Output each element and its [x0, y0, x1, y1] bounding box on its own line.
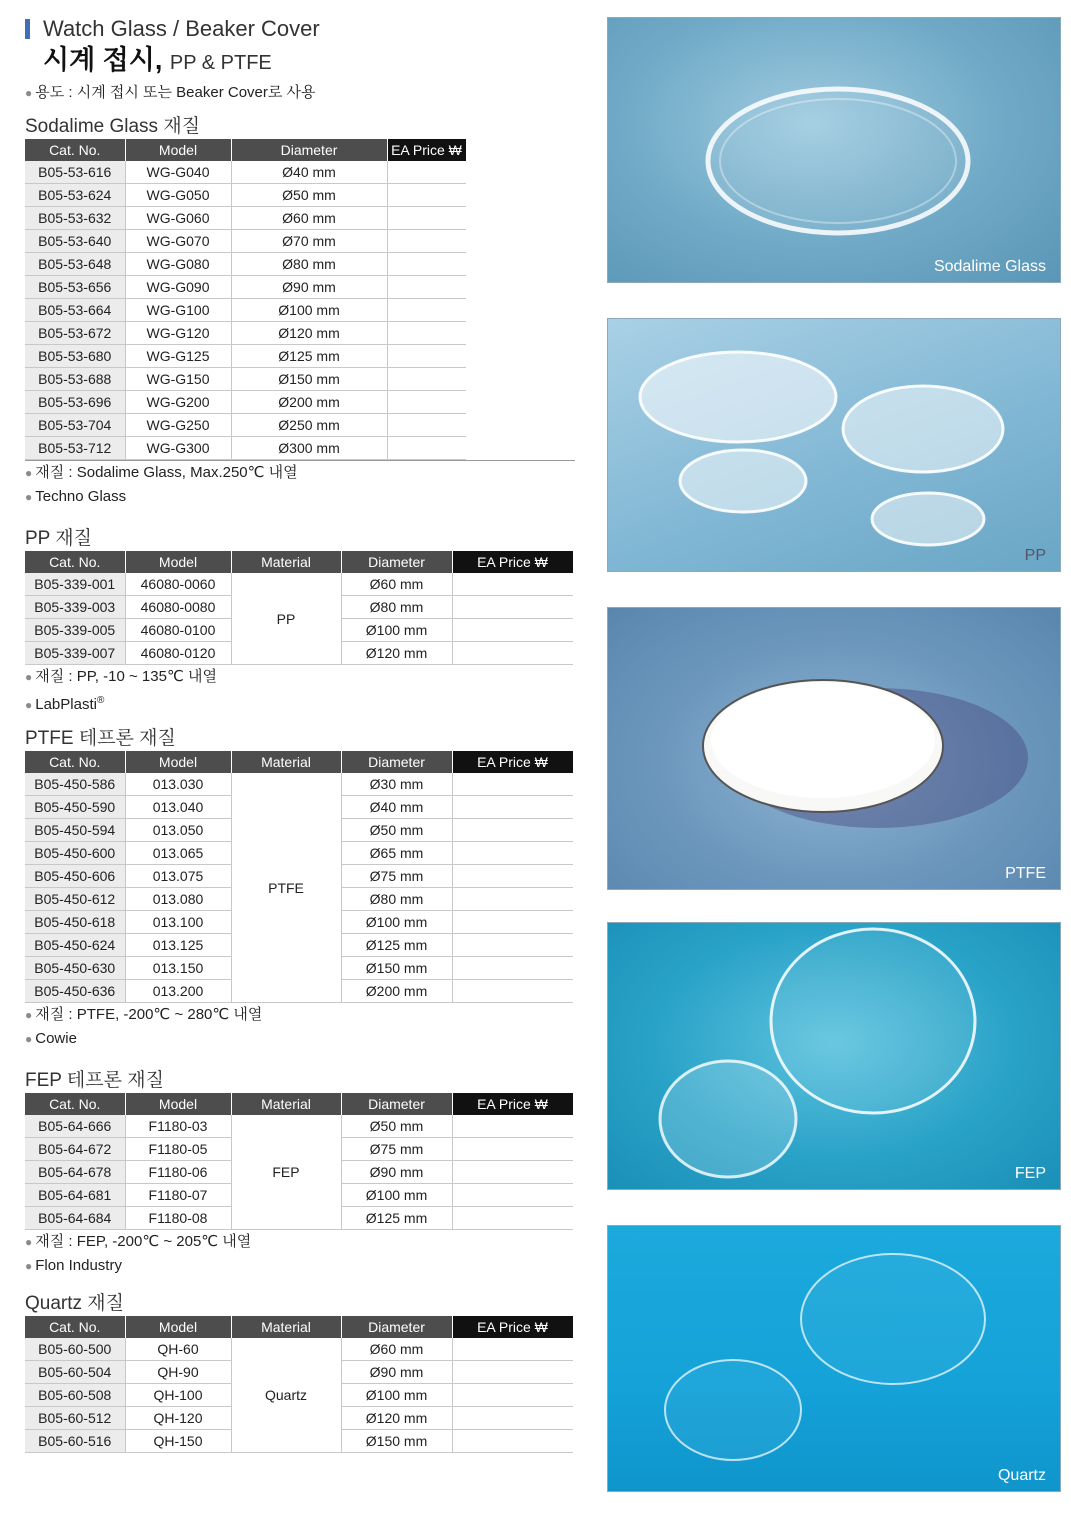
cat-no-cell: B05-339-003 — [25, 596, 125, 619]
table-row — [25, 573, 573, 596]
price-cell — [387, 437, 466, 460]
price-cell — [452, 596, 573, 619]
diameter-cell: Ø100 mm — [341, 911, 452, 934]
page-title-en: Watch Glass / Beaker Cover — [25, 14, 575, 44]
cat-no-cell: B05-450-612 — [25, 888, 125, 911]
price-cell — [387, 253, 466, 276]
col-header: Cat. No. — [25, 139, 125, 161]
price-cell — [452, 842, 573, 865]
col-header: Cat. No. — [25, 1093, 125, 1115]
cat-no-cell: B05-64-678 — [25, 1161, 125, 1184]
table-row — [25, 414, 466, 437]
price-cell — [387, 276, 466, 299]
col-header-price: EA Price ₩ — [452, 751, 573, 773]
diameter-cell: Ø50 mm — [341, 1115, 452, 1138]
photo-sodalime-glass — [607, 17, 1061, 283]
model-cell: WG-G070 — [125, 230, 231, 253]
price-cell — [387, 230, 466, 253]
diameter-cell: Ø120 mm — [231, 322, 387, 345]
cat-no-cell: B05-450-618 — [25, 911, 125, 934]
diameter-cell: Ø65 mm — [341, 842, 452, 865]
price-cell — [452, 796, 573, 819]
cat-no-cell: B05-53-616 — [25, 161, 125, 184]
model-cell: 013.065 — [125, 842, 231, 865]
model-cell: WG-G200 — [125, 391, 231, 414]
photo-pp — [607, 318, 1061, 572]
table-row — [25, 299, 466, 322]
material-cell: Quartz — [231, 1338, 341, 1453]
model-cell: 013.100 — [125, 911, 231, 934]
material-cell: FEP — [231, 1115, 341, 1230]
cat-no-cell: B05-339-001 — [25, 573, 125, 596]
cat-no-cell: B05-53-680 — [25, 345, 125, 368]
diameter-cell: Ø150 mm — [341, 957, 452, 980]
model-cell: WG-G125 — [125, 345, 231, 368]
section-title-sodalime: Sodalime Glass 재질 — [25, 116, 201, 137]
cat-no-cell: B05-339-005 — [25, 619, 125, 642]
cat-no-cell: B05-64-672 — [25, 1138, 125, 1161]
bullet-icon: ● — [25, 1008, 33, 1022]
watch-glass-image — [608, 319, 1060, 571]
col-header: Material — [231, 751, 341, 773]
col-header: Model — [125, 1093, 231, 1115]
diameter-cell: Ø75 mm — [341, 865, 452, 888]
price-cell — [452, 865, 573, 888]
bullet-icon: ● — [25, 1032, 33, 1046]
cat-no-cell: B05-339-007 — [25, 642, 125, 665]
bullet-icon: ● — [25, 1259, 33, 1273]
price-cell — [387, 207, 466, 230]
col-header-price: EA Price ₩ — [452, 1316, 573, 1338]
table-row — [25, 184, 466, 207]
col-header: Diameter — [341, 751, 452, 773]
cat-no-cell: B05-53-648 — [25, 253, 125, 276]
page-subtitle: PP & PTFE — [169, 52, 272, 74]
model-cell: F1180-03 — [125, 1115, 231, 1138]
diameter-cell: Ø100 mm — [341, 619, 452, 642]
table-row — [25, 345, 466, 368]
diameter-cell: Ø90 mm — [341, 1361, 452, 1384]
cat-no-cell: B05-450-606 — [25, 865, 125, 888]
price-cell — [452, 1338, 573, 1361]
col-header: Diameter — [341, 1093, 452, 1115]
diameter-cell: Ø150 mm — [341, 1430, 452, 1453]
cat-no-cell: B05-64-666 — [25, 1115, 125, 1138]
price-cell — [452, 819, 573, 842]
price-cell — [452, 1430, 573, 1453]
model-cell: 013.200 — [125, 980, 231, 1003]
price-cell — [452, 980, 573, 1003]
section-title-quartz: Quartz 재질 — [25, 1293, 125, 1314]
col-header: Material — [231, 551, 341, 573]
model-cell: 013.030 — [125, 773, 231, 796]
photo-caption: PTFE — [1005, 865, 1046, 882]
price-cell — [387, 184, 466, 207]
bullet-icon: ● — [25, 466, 33, 480]
cat-no-cell: B05-53-672 — [25, 322, 125, 345]
photo-caption: PP — [1024, 547, 1046, 564]
col-header: Material — [231, 1093, 341, 1115]
watch-glass-image — [608, 18, 1060, 282]
table-row — [25, 253, 466, 276]
brand-note: ● Cowie — [25, 1030, 77, 1047]
model-cell: F1180-06 — [125, 1161, 231, 1184]
model-cell: F1180-08 — [125, 1207, 231, 1230]
cat-no-cell: B05-53-632 — [25, 207, 125, 230]
watch-glass-image — [608, 608, 1060, 889]
col-header: Diameter — [341, 551, 452, 573]
diameter-cell: Ø120 mm — [341, 1407, 452, 1430]
model-cell: WG-G300 — [125, 437, 231, 460]
cat-no-cell: B05-53-640 — [25, 230, 125, 253]
price-cell — [387, 414, 466, 437]
table-row — [25, 368, 466, 391]
model-cell: WG-G250 — [125, 414, 231, 437]
section-title-fep: FEP 테프론 재질 — [25, 1070, 164, 1091]
model-cell: QH-90 — [125, 1361, 231, 1384]
cat-no-cell: B05-53-656 — [25, 276, 125, 299]
model-cell: QH-150 — [125, 1430, 231, 1453]
model-cell: WG-G060 — [125, 207, 231, 230]
price-cell — [387, 161, 466, 184]
price-cell — [452, 911, 573, 934]
model-cell: 013.050 — [125, 819, 231, 842]
diameter-cell: Ø60 mm — [341, 1338, 452, 1361]
cat-no-cell: B05-53-696 — [25, 391, 125, 414]
diameter-cell: Ø125 mm — [341, 1207, 452, 1230]
diameter-cell: Ø40 mm — [341, 796, 452, 819]
material-note: ● 재질 : Sodalime Glass, Max.250℃ 내열 — [25, 464, 298, 481]
cat-no-cell: B05-53-712 — [25, 437, 125, 460]
price-cell — [452, 934, 573, 957]
cat-no-cell: B05-60-500 — [25, 1338, 125, 1361]
diameter-cell: Ø90 mm — [341, 1161, 452, 1184]
cat-no-cell: B05-64-681 — [25, 1184, 125, 1207]
table-quartz — [25, 1316, 574, 1453]
bullet-icon: ● — [25, 1235, 33, 1249]
diameter-cell: Ø200 mm — [341, 980, 452, 1003]
table-ptfe — [25, 751, 574, 1003]
model-cell: WG-G090 — [125, 276, 231, 299]
price-cell — [452, 773, 573, 796]
watch-glass-image — [608, 1226, 1060, 1491]
table-row — [25, 276, 466, 299]
photo-caption: Quartz — [997, 1467, 1046, 1484]
col-header: Model — [125, 1316, 231, 1338]
price-cell — [452, 1207, 573, 1230]
price-cell — [387, 299, 466, 322]
price-cell — [452, 642, 573, 665]
bullet-icon: ● — [25, 698, 33, 712]
cat-no-cell: B05-64-684 — [25, 1207, 125, 1230]
diameter-cell: Ø50 mm — [231, 184, 387, 207]
diameter-cell: Ø80 mm — [341, 596, 452, 619]
cat-no-cell: B05-60-516 — [25, 1430, 125, 1453]
model-cell: WG-G050 — [125, 184, 231, 207]
diameter-cell: Ø60 mm — [231, 207, 387, 230]
diameter-cell: Ø100 mm — [341, 1184, 452, 1207]
table-fep — [25, 1093, 574, 1230]
diameter-cell: Ø90 mm — [231, 276, 387, 299]
table-row — [25, 437, 466, 460]
model-cell: 013.040 — [125, 796, 231, 819]
title-accent-bar — [25, 19, 30, 39]
model-cell: WG-G150 — [125, 368, 231, 391]
col-header: Diameter — [231, 139, 387, 161]
model-cell: 46080-0100 — [125, 619, 231, 642]
brand-note: ● LabPlasti® — [25, 695, 105, 713]
diameter-cell: Ø125 mm — [231, 345, 387, 368]
photo-quartz — [607, 1225, 1061, 1492]
table-row — [25, 1115, 573, 1138]
photo-fep — [607, 922, 1061, 1190]
model-cell: QH-100 — [125, 1384, 231, 1407]
registered-mark: ® — [96, 695, 105, 706]
diameter-cell: Ø70 mm — [231, 230, 387, 253]
material-note: ● 재질 : FEP, -200℃ ~ 205℃ 내열 — [25, 1233, 252, 1250]
model-cell: 013.075 — [125, 865, 231, 888]
bullet-icon: ● — [25, 86, 33, 100]
model-cell: QH-120 — [125, 1407, 231, 1430]
material-cell: PP — [231, 573, 341, 665]
col-header-price: EA Price ₩ — [387, 139, 466, 161]
price-cell — [452, 619, 573, 642]
price-cell — [452, 1138, 573, 1161]
material-note: ● 재질 : PTFE, -200℃ ~ 280℃ 내열 — [25, 1006, 263, 1023]
cat-no-cell: B05-60-508 — [25, 1384, 125, 1407]
bullet-icon: ● — [25, 490, 33, 504]
model-cell: 013.150 — [125, 957, 231, 980]
cat-no-cell: B05-60-504 — [25, 1361, 125, 1384]
material-cell: PTFE — [231, 773, 341, 1003]
cat-no-cell: B05-450-590 — [25, 796, 125, 819]
diameter-cell: Ø150 mm — [231, 368, 387, 391]
col-header: Material — [231, 1316, 341, 1338]
price-cell — [452, 1361, 573, 1384]
table-row — [25, 230, 466, 253]
cat-no-cell: B05-450-624 — [25, 934, 125, 957]
col-header: Cat. No. — [25, 551, 125, 573]
col-header: Cat. No. — [25, 1316, 125, 1338]
brand-note: ● Flon Industry — [25, 1257, 122, 1274]
model-cell: QH-60 — [125, 1338, 231, 1361]
diameter-cell: Ø80 mm — [231, 253, 387, 276]
watch-glass-image — [608, 923, 1060, 1189]
model-cell: 46080-0120 — [125, 642, 231, 665]
photo-caption: Sodalime Glass — [933, 258, 1046, 275]
diameter-cell: Ø100 mm — [231, 299, 387, 322]
price-cell — [387, 391, 466, 414]
col-header: Model — [125, 551, 231, 573]
table-pp — [25, 551, 574, 665]
brand-note: ● Techno Glass — [25, 488, 127, 505]
price-cell — [387, 322, 466, 345]
model-cell: WG-G100 — [125, 299, 231, 322]
diameter-cell: Ø120 mm — [341, 642, 452, 665]
price-cell — [452, 957, 573, 980]
price-cell — [452, 1407, 573, 1430]
diameter-cell: Ø125 mm — [341, 934, 452, 957]
cat-no-cell: B05-53-688 — [25, 368, 125, 391]
model-cell: 013.125 — [125, 934, 231, 957]
material-note: ● 재질 : PP, -10 ~ 135℃ 내열 — [25, 668, 217, 685]
price-cell — [452, 1161, 573, 1184]
cat-no-cell: B05-450-594 — [25, 819, 125, 842]
diameter-cell: Ø300 mm — [231, 437, 387, 460]
cat-no-cell: B05-450-600 — [25, 842, 125, 865]
diameter-cell: Ø100 mm — [341, 1384, 452, 1407]
page-title-ko: 시계 접시, PP & PTFE — [43, 45, 272, 75]
photo-ptfe — [607, 607, 1061, 890]
cat-no-cell: B05-53-624 — [25, 184, 125, 207]
usage-note: ● 용도 : 시계 접시 또는 Beaker Cover로 사용 — [25, 84, 316, 101]
model-cell: WG-G080 — [125, 253, 231, 276]
model-cell: F1180-05 — [125, 1138, 231, 1161]
bullet-icon: ● — [25, 670, 33, 684]
cat-no-cell: B05-60-512 — [25, 1407, 125, 1430]
col-header: Model — [125, 139, 231, 161]
price-cell — [452, 888, 573, 911]
table-row — [25, 773, 573, 796]
cat-no-cell: B05-450-630 — [25, 957, 125, 980]
diameter-cell: Ø200 mm — [231, 391, 387, 414]
model-cell: 46080-0060 — [125, 573, 231, 596]
price-cell — [387, 345, 466, 368]
cat-no-cell: B05-53-664 — [25, 299, 125, 322]
table-row — [25, 207, 466, 230]
col-header: Diameter — [341, 1316, 452, 1338]
diameter-cell: Ø40 mm — [231, 161, 387, 184]
price-cell — [387, 368, 466, 391]
table-sodalime — [25, 139, 467, 460]
price-cell — [452, 573, 573, 596]
section-title-pp: PP 재질 — [25, 528, 92, 549]
table-row — [25, 391, 466, 414]
model-cell: 013.080 — [125, 888, 231, 911]
price-cell — [452, 1384, 573, 1407]
col-header-price: EA Price ₩ — [452, 1093, 573, 1115]
diameter-cell: Ø80 mm — [341, 888, 452, 911]
table-row — [25, 322, 466, 345]
cat-no-cell: B05-450-586 — [25, 773, 125, 796]
price-cell — [452, 1184, 573, 1207]
cat-no-cell: B05-53-704 — [25, 414, 125, 437]
model-cell: 46080-0080 — [125, 596, 231, 619]
table-row — [25, 1338, 573, 1361]
model-cell: WG-G120 — [125, 322, 231, 345]
diameter-cell: Ø30 mm — [341, 773, 452, 796]
diameter-cell: Ø50 mm — [341, 819, 452, 842]
cat-no-cell: B05-450-636 — [25, 980, 125, 1003]
model-cell: WG-G040 — [125, 161, 231, 184]
catalog-column — [25, 14, 575, 1453]
photo-caption: FEP — [1014, 1165, 1046, 1182]
section-title-ptfe: PTFE 테프론 재질 — [25, 728, 176, 749]
col-header-price: EA Price ₩ — [452, 551, 573, 573]
col-header: Cat. No. — [25, 751, 125, 773]
diameter-cell: Ø60 mm — [341, 573, 452, 596]
table-row — [25, 161, 466, 184]
price-cell — [452, 1115, 573, 1138]
diameter-cell: Ø250 mm — [231, 414, 387, 437]
model-cell: F1180-07 — [125, 1184, 231, 1207]
col-header: Model — [125, 751, 231, 773]
diameter-cell: Ø75 mm — [341, 1138, 452, 1161]
